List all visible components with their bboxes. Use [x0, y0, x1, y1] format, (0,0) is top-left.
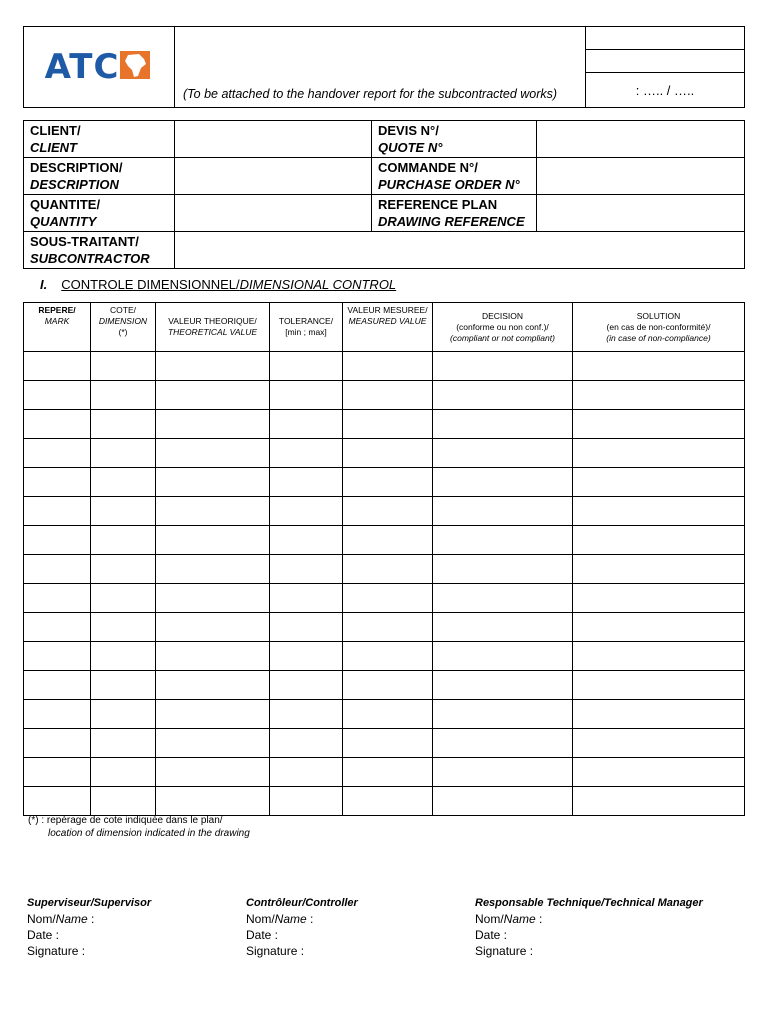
table-cell[interactable]: [156, 497, 270, 526]
header-table: [23, 26, 745, 108]
table-row: [24, 787, 745, 816]
table-cell[interactable]: [156, 671, 270, 700]
table-cell[interactable]: [156, 410, 270, 439]
table-cell[interactable]: [573, 410, 745, 439]
table-cell[interactable]: [270, 613, 343, 642]
table-cell[interactable]: [91, 584, 156, 613]
table-cell[interactable]: [573, 613, 745, 642]
table-cell[interactable]: [343, 671, 433, 700]
table-cell[interactable]: [270, 468, 343, 497]
table-cell[interactable]: [91, 352, 156, 381]
col-solution: SOLUTION (en cas de non-conformité)/ (in case of non-compliance): [573, 303, 745, 352]
table-cell[interactable]: [270, 700, 343, 729]
table-cell[interactable]: [24, 468, 91, 497]
table-cell[interactable]: [156, 555, 270, 584]
col-mark: REPERE/ MARK: [24, 303, 91, 352]
client-label: CLIENT/ CLIENT: [24, 121, 175, 158]
info-table: [23, 120, 745, 269]
table-cell[interactable]: [156, 439, 270, 468]
table-cell[interactable]: [24, 613, 91, 642]
table-cell[interactable]: [24, 729, 91, 758]
table-cell[interactable]: [573, 526, 745, 555]
section-title-fr: CONTROLE DIMENSIONNEL/: [61, 277, 240, 292]
table-cell[interactable]: [343, 439, 433, 468]
table-cell[interactable]: [91, 787, 156, 816]
table-cell[interactable]: [24, 526, 91, 555]
table-cell[interactable]: [343, 468, 433, 497]
africa-map-icon: [119, 48, 153, 82]
table-cell[interactable]: [91, 497, 156, 526]
table-row: [24, 671, 745, 700]
table-row: [24, 758, 745, 787]
table-row: [24, 700, 745, 729]
table-cell[interactable]: [573, 758, 745, 787]
table-cell[interactable]: [24, 584, 91, 613]
table-cell[interactable]: [573, 468, 745, 497]
footnote-en: location of dimension indicated in the drawing: [48, 828, 250, 839]
table-cell[interactable]: [343, 584, 433, 613]
table-cell[interactable]: [91, 758, 156, 787]
signature-name: Nom/Name :: [246, 912, 314, 926]
ref-cell-3: [586, 73, 745, 108]
table-cell[interactable]: [433, 410, 573, 439]
table-cell[interactable]: [433, 613, 573, 642]
table-cell[interactable]: [433, 555, 573, 584]
dimensional-control-table: [23, 302, 745, 816]
table-cell[interactable]: [573, 497, 745, 526]
col-tolerance: TOLERANCE/ [min ; max]: [270, 303, 343, 352]
table-cell[interactable]: [91, 439, 156, 468]
signature-line: Signature :: [475, 944, 534, 958]
table-cell[interactable]: [433, 352, 573, 381]
commande-label: COMMANDE N°/ PURCHASE ORDER N°: [372, 158, 537, 195]
table-cell[interactable]: [270, 497, 343, 526]
col-dimension: COTE/ DIMENSION (*): [91, 303, 156, 352]
table-cell[interactable]: [270, 729, 343, 758]
table-cell[interactable]: [270, 642, 343, 671]
description-field[interactable]: [175, 158, 372, 195]
table-cell[interactable]: [433, 439, 573, 468]
footnote-fr: (*) : repérage de cote indiquée dans le plan/: [28, 815, 223, 826]
table-cell[interactable]: [433, 526, 573, 555]
table-cell[interactable]: [156, 468, 270, 497]
table-cell[interactable]: [91, 468, 156, 497]
table-row: [24, 555, 745, 584]
devis-label: DEVIS N°/ QUOTE N°: [372, 121, 537, 158]
table-cell[interactable]: [24, 497, 91, 526]
table-cell[interactable]: [573, 439, 745, 468]
table-cell[interactable]: [343, 758, 433, 787]
logo-cell: [24, 27, 175, 108]
table-cell[interactable]: [343, 700, 433, 729]
table-row: [24, 729, 745, 758]
table-cell[interactable]: [270, 787, 343, 816]
table-cell[interactable]: [156, 700, 270, 729]
table-cell[interactable]: [433, 671, 573, 700]
signature-date: Date :: [475, 928, 508, 942]
signature-date: Date :: [27, 928, 60, 942]
table-cell[interactable]: [91, 555, 156, 584]
table-cell[interactable]: [270, 671, 343, 700]
table-cell[interactable]: [573, 700, 745, 729]
table-cell[interactable]: [91, 642, 156, 671]
section-number: I.: [40, 277, 48, 292]
signature-name: Nom/Name :: [475, 912, 543, 926]
table-cell[interactable]: [343, 555, 433, 584]
table-cell[interactable]: [343, 526, 433, 555]
table-cell[interactable]: [24, 787, 91, 816]
table-cell[interactable]: [573, 584, 745, 613]
table-cell[interactable]: [24, 352, 91, 381]
table-cell[interactable]: [433, 787, 573, 816]
table-cell[interactable]: [270, 352, 343, 381]
devis-field[interactable]: [537, 121, 745, 158]
plan-label: REFERENCE PLAN DRAWING REFERENCE: [372, 195, 537, 232]
signature-line: Signature :: [246, 944, 305, 958]
table-cell[interactable]: [270, 381, 343, 410]
signature-title: Superviseur/Supervisor: [27, 897, 152, 909]
table-cell[interactable]: [343, 381, 433, 410]
table-cell[interactable]: [24, 410, 91, 439]
table-cell[interactable]: [270, 439, 343, 468]
section-title: [40, 277, 396, 292]
table-cell[interactable]: [24, 671, 91, 700]
table-header-row: [24, 303, 745, 352]
table-row: [24, 613, 745, 642]
table-cell[interactable]: [433, 497, 573, 526]
ref-cell-2: [586, 50, 745, 73]
table-row: [24, 410, 745, 439]
table-cell[interactable]: [156, 613, 270, 642]
table-cell[interactable]: [270, 758, 343, 787]
table-cell[interactable]: [573, 787, 745, 816]
table-cell[interactable]: [343, 613, 433, 642]
table-row: [24, 642, 745, 671]
table-cell[interactable]: [91, 613, 156, 642]
quantite-label: QUANTITE/ QUANTITY: [24, 195, 175, 232]
table-cell[interactable]: [156, 642, 270, 671]
signature-title: Contrôleur/Controller: [246, 897, 358, 909]
table-cell[interactable]: [24, 555, 91, 584]
table-cell[interactable]: [156, 352, 270, 381]
table-row: [24, 468, 745, 497]
table-cell[interactable]: [24, 700, 91, 729]
ref-placeholder: : ….. / …..: [635, 82, 695, 98]
signature-name: Nom/Name :: [27, 912, 95, 926]
table-cell[interactable]: [156, 787, 270, 816]
table-cell[interactable]: [433, 642, 573, 671]
table-cell[interactable]: [573, 729, 745, 758]
table-cell[interactable]: [433, 584, 573, 613]
table-cell[interactable]: [91, 526, 156, 555]
table-cell[interactable]: [91, 381, 156, 410]
description-label: DESCRIPTION/ DESCRIPTION: [24, 158, 175, 195]
table-cell[interactable]: [343, 410, 433, 439]
ref-cell-1: [586, 27, 745, 50]
table-cell[interactable]: [156, 758, 270, 787]
table-cell[interactable]: [270, 526, 343, 555]
table-cell[interactable]: [91, 700, 156, 729]
table-cell[interactable]: [343, 729, 433, 758]
table-cell[interactable]: [573, 642, 745, 671]
col-theoretical: VALEUR THEORIQUE/ THEORETICAL VALUE: [156, 303, 270, 352]
sous-traitant-label: SOUS-TRAITANT/ SUBCONTRACTOR: [24, 232, 175, 269]
atc-logo: ATC: [44, 47, 120, 87]
client-field[interactable]: [175, 121, 372, 158]
table-cell[interactable]: [573, 352, 745, 381]
table-cell[interactable]: [343, 497, 433, 526]
table-cell[interactable]: [24, 642, 91, 671]
table-cell[interactable]: [573, 555, 745, 584]
table-cell[interactable]: [433, 758, 573, 787]
table-row: [24, 439, 745, 468]
table-cell[interactable]: [24, 758, 91, 787]
table-cell[interactable]: [433, 729, 573, 758]
plan-field[interactable]: [537, 195, 745, 232]
table-row: [24, 584, 745, 613]
table-row: [24, 497, 745, 526]
table-cell[interactable]: [343, 787, 433, 816]
table-cell[interactable]: [156, 729, 270, 758]
table-row: [24, 352, 745, 381]
signature-line: Signature :: [27, 944, 86, 958]
section-title-en: DIMENSIONAL CONTROL: [239, 277, 397, 292]
table-cell[interactable]: [433, 381, 573, 410]
commande-field[interactable]: [537, 158, 745, 195]
table-cell[interactable]: [24, 381, 91, 410]
col-decision: DECISION (conforme ou non conf.)/ (compliant or not compliant): [433, 303, 573, 352]
signature-title: Responsable Technique/Technical Manager: [475, 897, 703, 909]
quantite-field[interactable]: [175, 195, 372, 232]
table-row: [24, 381, 745, 410]
footnote: [28, 814, 250, 840]
table-cell[interactable]: [156, 526, 270, 555]
table-row: [24, 526, 745, 555]
table-cell[interactable]: [156, 381, 270, 410]
signature-block-technical-manager: [475, 895, 703, 959]
title-cell: [175, 27, 586, 108]
table-cell[interactable]: [573, 381, 745, 410]
sous-traitant-field[interactable]: [175, 232, 745, 269]
table-cell[interactable]: [433, 468, 573, 497]
table-cell[interactable]: [91, 729, 156, 758]
table-cell[interactable]: [270, 555, 343, 584]
signature-date: Date :: [246, 928, 279, 942]
table-cell[interactable]: [343, 352, 433, 381]
col-measured: VALEUR MESUREE/ MEASURED VALUE: [343, 303, 433, 352]
signature-block-supervisor: [27, 895, 151, 959]
table-cell[interactable]: [91, 410, 156, 439]
table-cell[interactable]: [156, 584, 270, 613]
table-body: [24, 352, 745, 816]
table-cell[interactable]: [343, 642, 433, 671]
table-cell[interactable]: [270, 584, 343, 613]
table-cell[interactable]: [433, 700, 573, 729]
table-cell[interactable]: [24, 439, 91, 468]
table-cell[interactable]: [270, 410, 343, 439]
table-cell[interactable]: [573, 671, 745, 700]
handover-note: (To be attached to the handover report for the subcontracted works): [183, 87, 558, 101]
signature-block-controller: [246, 895, 358, 959]
table-cell[interactable]: [91, 671, 156, 700]
